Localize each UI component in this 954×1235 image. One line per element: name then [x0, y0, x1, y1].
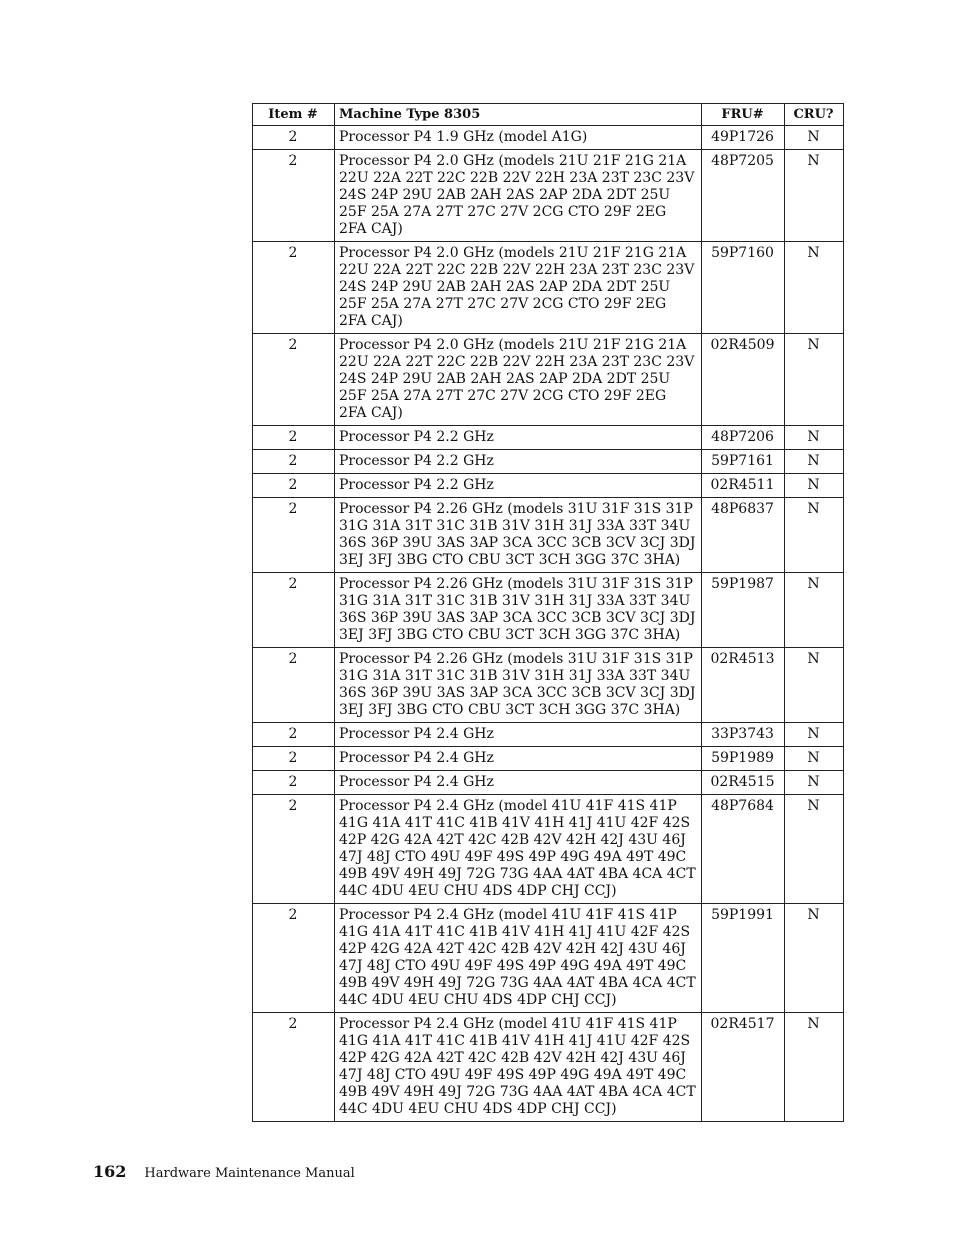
- cell-fru-number: 48P7205: [702, 150, 785, 242]
- cell-item-number: 2: [253, 450, 335, 474]
- cell-cru: N: [785, 242, 844, 334]
- cell-item-number: 2: [253, 573, 335, 648]
- cell-item-number: 2: [253, 474, 335, 498]
- page-number: 162: [93, 1162, 127, 1181]
- cell-item-number: 2: [253, 334, 335, 426]
- cell-description: Processor P4 2.4 GHz: [335, 723, 702, 747]
- cell-item-number: 2: [253, 648, 335, 723]
- cell-description: Processor P4 2.4 GHz (model 41U 41F 41S 41P 41G 41A 41T 41C 41B 41V 41H 41J 41U 42F 42S 42P 42G 42A 42T 42C 42B 42V 42H 42J 43U 46J 47J 48J CTO 49U 49F 49S 49P 49G 49A 49T 49C 49B 49V 49H 49J 72G 73G 4AA 4AT 4BA 4CA 4CT 44C 4DU 4EU CHU 4DS 4DP CHJ CCJ): [335, 904, 702, 1013]
- header-cru: CRU?: [785, 104, 844, 126]
- cell-fru-number: 48P6837: [702, 498, 785, 573]
- cell-fru-number: 59P7160: [702, 242, 785, 334]
- cell-fru-number: 02R4517: [702, 1013, 785, 1122]
- cell-fru-number: 02R4509: [702, 334, 785, 426]
- table-row: [253, 426, 844, 450]
- cell-fru-number: 02R4511: [702, 474, 785, 498]
- cell-cru: N: [785, 747, 844, 771]
- cell-fru-number: 33P3743: [702, 723, 785, 747]
- cell-description: Processor P4 2.0 GHz (models 21U 21F 21G 21A 22U 22A 22T 22C 22B 22V 22H 23A 23T 23C 23V 24S 24P 29U 2AB 2AH 2AS 2AP 2DA 2DT 25U 25F 25A 27A 27T 27C 27V 2CG CTO 29F 2EG 2FA CAJ): [335, 150, 702, 242]
- cell-description: Processor P4 2.2 GHz: [335, 426, 702, 450]
- cell-item-number: 2: [253, 723, 335, 747]
- cell-description: Processor P4 2.4 GHz (model 41U 41F 41S 41P 41G 41A 41T 41C 41B 41V 41H 41J 41U 42F 42S 42P 42G 42A 42T 42C 42B 42V 42H 42J 43U 46J 47J 48J CTO 49U 49F 49S 49P 49G 49A 49T 49C 49B 49V 49H 49J 72G 73G 4AA 4AT 4BA 4CA 4CT 44C 4DU 4EU CHU 4DS 4DP CHJ CCJ): [335, 1013, 702, 1122]
- table-row: [253, 498, 844, 573]
- cell-cru: N: [785, 426, 844, 450]
- cell-item-number: 2: [253, 747, 335, 771]
- cell-cru: N: [785, 573, 844, 648]
- cell-fru-number: 02R4513: [702, 648, 785, 723]
- table-row: [253, 648, 844, 723]
- cell-item-number: 2: [253, 242, 335, 334]
- cell-cru: N: [785, 904, 844, 1013]
- cell-cru: N: [785, 126, 844, 150]
- cell-description: Processor P4 2.0 GHz (models 21U 21F 21G 21A 22U 22A 22T 22C 22B 22V 22H 23A 23T 23C 23V 24S 24P 29U 2AB 2AH 2AS 2AP 2DA 2DT 25U 25F 25A 27A 27T 27C 27V 2CG CTO 29F 2EG 2FA CAJ): [335, 242, 702, 334]
- header-machine-type: Machine Type 8305: [335, 104, 702, 126]
- cell-description: Processor P4 2.26 GHz (models 31U 31F 31S 31P 31G 31A 31T 31C 31B 31V 31H 31J 33A 33T 34U 36S 36P 39U 3AS 3AP 3CA 3CC 3CB 3CV 3CJ 3DJ 3EJ 3FJ 3BG CTO CBU 3CT 3CH 3GG 37C 3HA): [335, 573, 702, 648]
- cell-item-number: 2: [253, 426, 335, 450]
- header-fru: FRU#: [702, 104, 785, 126]
- cell-cru: N: [785, 150, 844, 242]
- cell-item-number: 2: [253, 498, 335, 573]
- cell-description: Processor P4 2.4 GHz: [335, 747, 702, 771]
- cell-description: Processor P4 2.4 GHz: [335, 771, 702, 795]
- table-row: [253, 450, 844, 474]
- table-row: [253, 474, 844, 498]
- fru-parts-table: [252, 103, 844, 1122]
- cell-fru-number: 59P1991: [702, 904, 785, 1013]
- cell-fru-number: 49P1726: [702, 126, 785, 150]
- cell-item-number: 2: [253, 1013, 335, 1122]
- cell-description: Processor P4 2.26 GHz (models 31U 31F 31S 31P 31G 31A 31T 31C 31B 31V 31H 31J 33A 33T 34U 36S 36P 39U 3AS 3AP 3CA 3CC 3CB 3CV 3CJ 3DJ 3EJ 3FJ 3BG CTO CBU 3CT 3CH 3GG 37C 3HA): [335, 648, 702, 723]
- table-row: [253, 771, 844, 795]
- table-header-row: [253, 104, 844, 126]
- cell-item-number: 2: [253, 904, 335, 1013]
- cell-cru: N: [785, 723, 844, 747]
- cell-description: Processor P4 2.0 GHz (models 21U 21F 21G 21A 22U 22A 22T 22C 22B 22V 22H 23A 23T 23C 23V 24S 24P 29U 2AB 2AH 2AS 2AP 2DA 2DT 25U 25F 25A 27A 27T 27C 27V 2CG CTO 29F 2EG 2FA CAJ): [335, 334, 702, 426]
- cell-description: Processor P4 1.9 GHz (model A1G): [335, 126, 702, 150]
- cell-item-number: 2: [253, 150, 335, 242]
- table-body: [253, 126, 844, 1122]
- manual-title: Hardware Maintenance Manual: [144, 1166, 355, 1181]
- cell-cru: N: [785, 450, 844, 474]
- cell-description: Processor P4 2.4 GHz (model 41U 41F 41S 41P 41G 41A 41T 41C 41B 41V 41H 41J 41U 42F 42S 42P 42G 42A 42T 42C 42B 42V 42H 42J 43U 46J 47J 48J CTO 49U 49F 49S 49P 49G 49A 49T 49C 49B 49V 49H 49J 72G 73G 4AA 4AT 4BA 4CA 4CT 44C 4DU 4EU CHU 4DS 4DP CHJ CCJ): [335, 795, 702, 904]
- cell-cru: N: [785, 795, 844, 904]
- table-row: [253, 334, 844, 426]
- table-row: [253, 126, 844, 150]
- cell-cru: N: [785, 771, 844, 795]
- table-row: [253, 150, 844, 242]
- cell-fru-number: 59P1987: [702, 573, 785, 648]
- cell-fru-number: 02R4515: [702, 771, 785, 795]
- cell-item-number: 2: [253, 771, 335, 795]
- table-row: [253, 747, 844, 771]
- page-footer: [93, 1162, 355, 1181]
- cell-fru-number: 59P1989: [702, 747, 785, 771]
- table-row: [253, 795, 844, 904]
- table-row: [253, 1013, 844, 1122]
- table-row: [253, 242, 844, 334]
- table-row: [253, 723, 844, 747]
- cell-item-number: 2: [253, 126, 335, 150]
- cell-cru: N: [785, 474, 844, 498]
- cell-fru-number: 59P7161: [702, 450, 785, 474]
- cell-fru-number: 48P7684: [702, 795, 785, 904]
- cell-cru: N: [785, 498, 844, 573]
- table-row: [253, 573, 844, 648]
- cell-description: Processor P4 2.2 GHz: [335, 450, 702, 474]
- cell-description: Processor P4 2.2 GHz: [335, 474, 702, 498]
- header-item-number: Item #: [253, 104, 335, 126]
- table-row: [253, 904, 844, 1013]
- cell-cru: N: [785, 648, 844, 723]
- cell-cru: N: [785, 334, 844, 426]
- cell-fru-number: 48P7206: [702, 426, 785, 450]
- cell-item-number: 2: [253, 795, 335, 904]
- cell-cru: N: [785, 1013, 844, 1122]
- cell-description: Processor P4 2.26 GHz (models 31U 31F 31S 31P 31G 31A 31T 31C 31B 31V 31H 31J 33A 33T 34U 36S 36P 39U 3AS 3AP 3CA 3CC 3CB 3CV 3CJ 3DJ 3EJ 3FJ 3BG CTO CBU 3CT 3CH 3GG 37C 3HA): [335, 498, 702, 573]
